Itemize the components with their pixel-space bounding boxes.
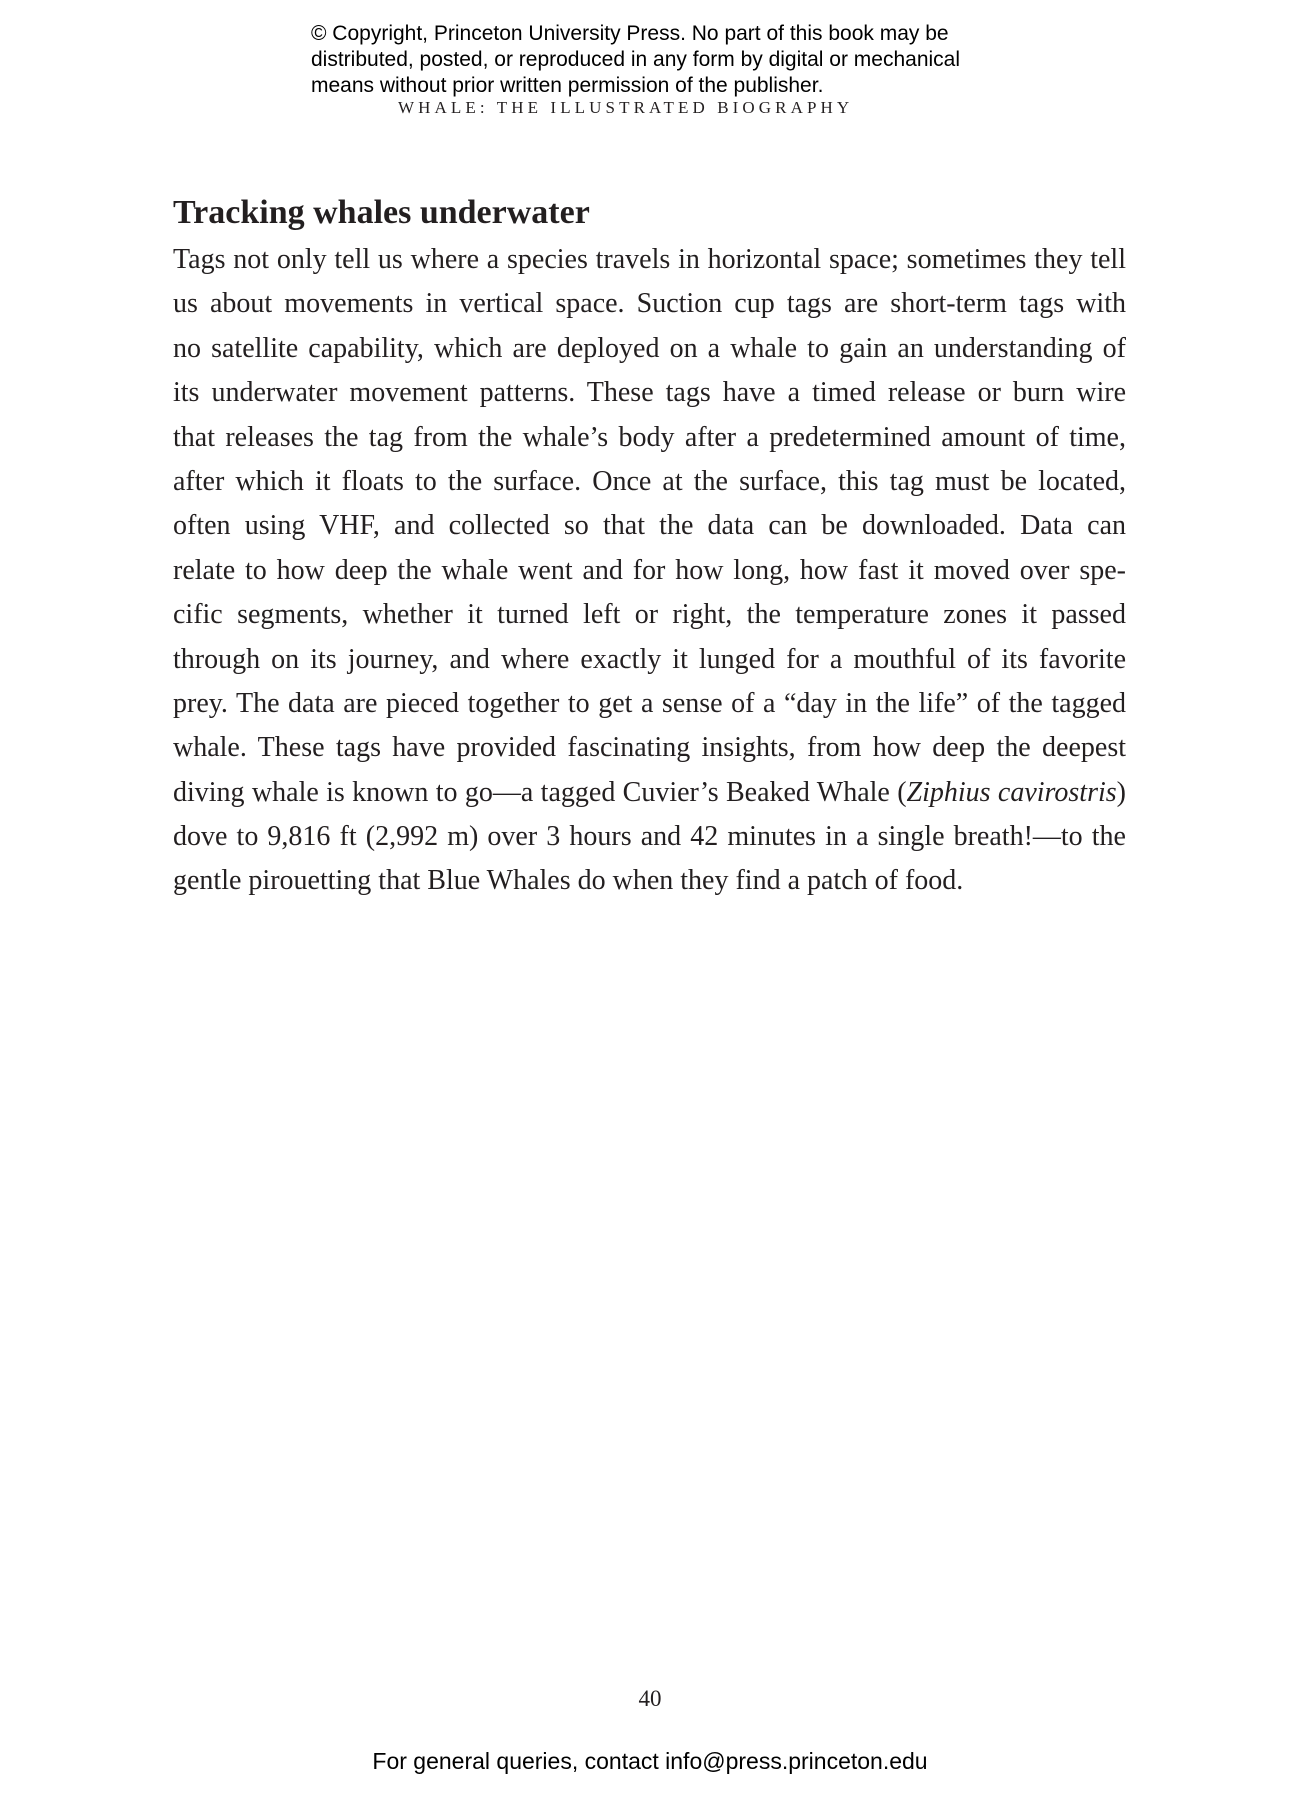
paragraph-line: after which it floats to the surface. Once at the surface, this tag must be located, bbox=[173, 465, 1126, 497]
paragraph-line: cific segments, whether it turned left or right, the temperature zones it passed bbox=[173, 599, 1126, 631]
paragraph-line: no satellite capability, which are deployed on a whale to gain an understanding of bbox=[173, 332, 1126, 364]
body-paragraph bbox=[173, 238, 1126, 904]
paragraph-line bbox=[173, 771, 1126, 815]
paragraph-line: gentle pirouetting that Blue Whales do when they find a patch of food. bbox=[173, 865, 964, 897]
paragraph-line: often using VHF, and collected so that the data can be downloaded. Data can bbox=[173, 510, 1126, 542]
paragraph-line: that releases the tag from the whale’s body after a predetermined amount of time, bbox=[173, 421, 1126, 453]
paragraph-line: relate to how deep the whale went and for how long, how fast it moved over spe- bbox=[173, 554, 1126, 586]
paragraph-line: us about movements in vertical space. Suction cup tags are short-term tags with bbox=[173, 288, 1126, 320]
running-head: WHALE: THE ILLUSTRATED BIOGRAPHY bbox=[398, 98, 854, 117]
copyright-line: means without prior written permission of the publisher. bbox=[311, 74, 824, 97]
copyright-line: © Copyright, Princeton University Press. No part of this book may be bbox=[311, 22, 949, 45]
copyright-line: distributed, posted, or reproduced in any form by digital or mechanical bbox=[311, 48, 961, 71]
footer-contact: For general queries, contact info@press.princeton.edu bbox=[372, 1748, 928, 1774]
paragraph-line: Tags not only tell us where a species travels in horizontal space; sometimes they tell bbox=[173, 244, 1126, 275]
paragraph-line: through on its journey, and where exactly it lunged for a mouthful of its favorite bbox=[173, 643, 1126, 675]
line-text: ) bbox=[1116, 776, 1126, 808]
section-heading: Tracking whales underwater bbox=[173, 194, 590, 231]
paragraph-line: dove to 9,816 ft (2,992 m) over 3 hours and 42 minutes in a single breath!—to the bbox=[173, 821, 1126, 853]
paragraph-line: prey. The data are pieced together to get a sense of a “day in the life” of the tagged bbox=[173, 687, 1126, 719]
line-text: diving whale is known to go—a tagged Cuvier’s Beaked Whale ( bbox=[173, 776, 907, 808]
species-name: Ziphius cavirostris bbox=[906, 776, 1117, 808]
page-number: 40 bbox=[638, 1686, 662, 1711]
paragraph-line: its underwater movement patterns. These tags have a timed release or burn wire bbox=[173, 377, 1126, 409]
copyright-notice bbox=[311, 21, 1011, 99]
paragraph-line: whale. These tags have provided fascinating insights, from how deep the deepest bbox=[173, 732, 1126, 764]
